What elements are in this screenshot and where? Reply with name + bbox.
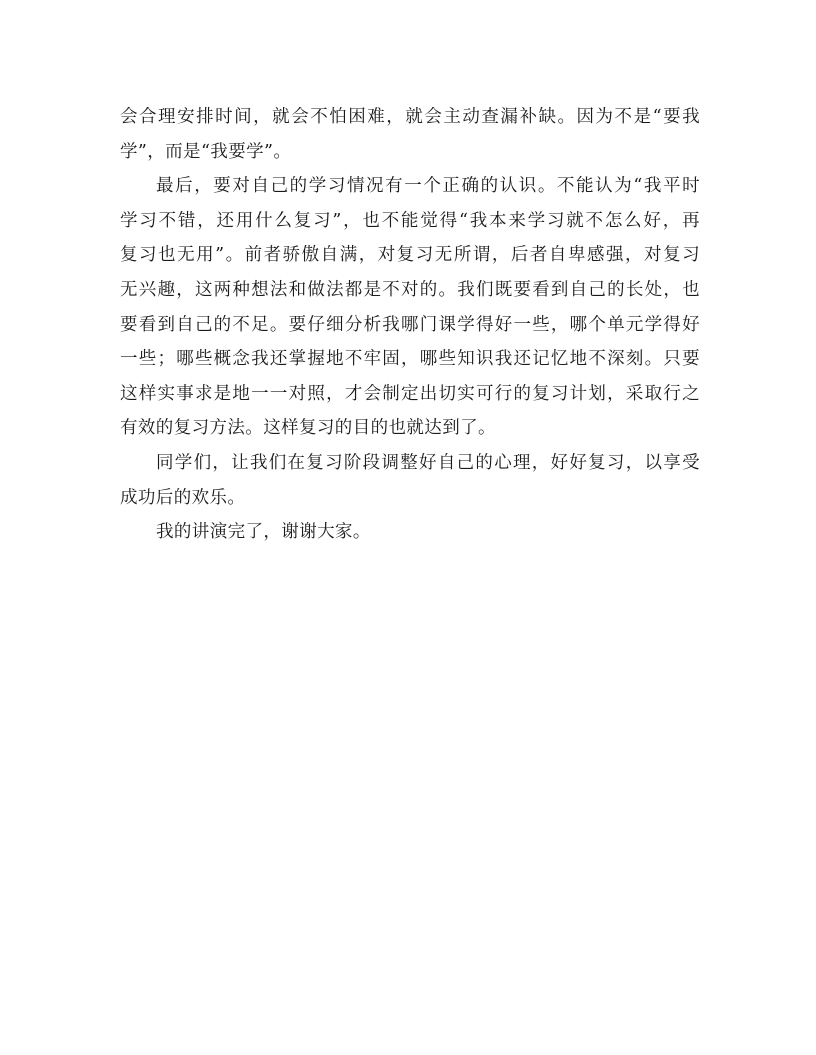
text-line: 成功后的欢乐。 [120, 487, 246, 508]
text-line: 复习也无用”。前者骄傲自满，对复习无所谓，后者自卑感强，对复习 [120, 245, 700, 266]
text-line: 学习不错，还用什么复习”，也不能觉得“我本来学习就不怎么好，再 [120, 210, 700, 231]
paragraph-3 [120, 446, 700, 515]
text-line: 同学们，让我们在复习阶段调整好自己的心理，好好复习，以享受 [156, 452, 700, 473]
text-line: 学”，而是“我要学”。 [120, 141, 292, 162]
paragraph-1 [120, 100, 700, 169]
text-line: 要看到自己的不足。要仔细分析我哪门课学得好一些，哪个单元学得好 [120, 314, 700, 335]
text-line: 最后，要对自己的学习情况有一个正确的认识。不能认为“我平时 [156, 176, 700, 197]
paragraph-4 [120, 515, 700, 550]
text-line: 我的讲演完了，谢谢大家。 [156, 522, 371, 543]
text-line: 这样实事求是地一一对照，才会制定出切实可行的复习计划，采取行之 [120, 383, 700, 404]
text-line: 有效的复习方法。这样复习的目的也就达到了。 [120, 418, 496, 439]
text-line: 一些；哪些概念我还掌握地不牢固，哪些知识我还记忆地不深刻。只要 [120, 349, 700, 370]
text-line: 会合理安排时间，就会不怕困难，就会主动查漏补缺。因为不是“要我 [120, 107, 700, 127]
document-body [120, 100, 700, 550]
paragraph-2 [120, 169, 700, 446]
text-line: 无兴趣，这两种想法和做法都是不对的。我们既要看到自己的长处，也 [120, 279, 700, 300]
